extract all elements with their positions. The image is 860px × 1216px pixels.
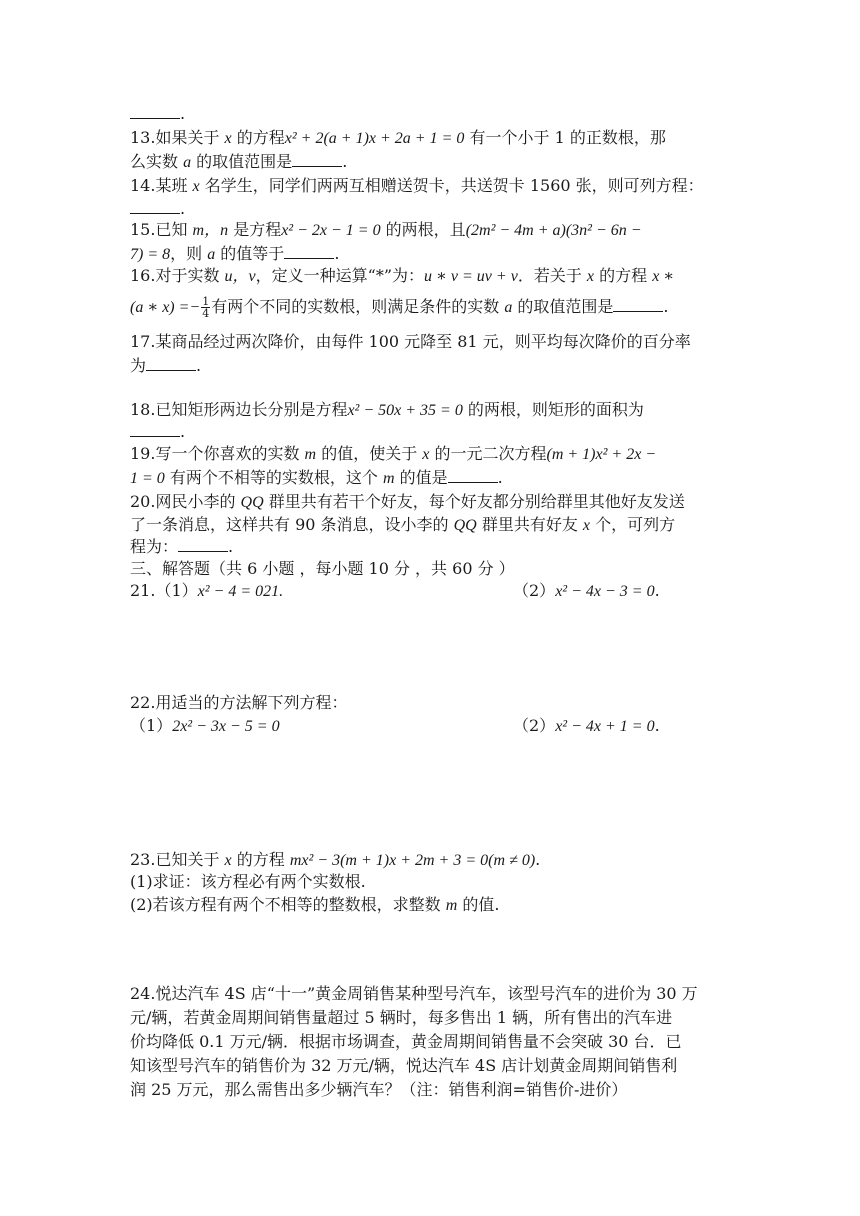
question-20-line-3: 程为： . — [130, 537, 234, 556]
question-18-line-1: 18.已知矩形两边长分别是方程x² − 50x + 35 = 0 的两根，则矩形的面积为 — [130, 400, 644, 419]
question-18-line-2: . — [130, 422, 185, 442]
fraction-one-quarter: $\frac{1}{4}$ — [202, 295, 210, 320]
question-21: 21.（1）x² − 4 = 021. （2）x² − 4x − 3 = 0. — [130, 581, 660, 600]
question-24-line-3: 价均降低 0.1 万元/辆．根据市场调查，黄金周期间销售量不会突破 30 台．已 — [130, 1032, 682, 1051]
question-17-line-2: 为 . — [130, 356, 202, 375]
question-19-line-2: 1 = 0 有两个不相等的实数根，这个 m 的值是 . — [130, 468, 503, 487]
question-24-line-2: 元/辆，若黄金周期间销售量超过 5 辆时，每多售出 1 辆，所有售出的汽车进 — [130, 1008, 673, 1027]
question-23-line-1: 23.已知关于 x 的方程 mx² − 3(m + 1)x + 2m + 3 = 0(m ≠ 0). — [130, 850, 541, 869]
question-16-line-1: 16.对于实数 u，v，定义一种运算“*”为：u ∗ v = uv + v．若关于 x 的方程 x ∗ — [130, 266, 675, 285]
question-13-line-2: 么实数 a 的取值范围是 . — [130, 152, 348, 171]
question-24-line-5: 润 25 万元，那么需售出多少辆汽车？（注：销售利润=销售价-进价） — [130, 1080, 628, 1099]
question-20-line-2: 了一条消息，这样共有 90 条消息，设小李的 QQ 群里共有好友 x 个，可列方 — [130, 515, 676, 534]
section-3-heading: 三、解答题（共 6 小题 ，每小题 10 分 ，共 60 分 ） — [130, 559, 515, 578]
question-17-line-1: 17.某商品经过两次降价，由每件 100 元降至 81 元，则平均每次降价的百分率 — [130, 332, 691, 351]
question-13-line-1: 13.如果关于 x 的方程x² + 2(a + 1)x + 2a + 1 = 0 有一个小于 1 的正数根，那 — [130, 128, 666, 147]
question-22-equations: （1）2x² − 3x − 5 = 0 （2）x² − 4x + 1 = 0. — [130, 716, 660, 735]
question-15-line-1: 15.已知 m，n 是方程x² − 2x − 1 = 0 的两根，且(2m² − 4m + a)(3n² − 6n − — [130, 220, 642, 239]
question-23-part-1: (1)求证：该方程必有两个实数根. — [130, 872, 366, 891]
question-14-line-1: 14.某班 x 名学生，同学们两两互相赠送贺卡，共送贺卡 1560 张，则可列方程： — [130, 176, 704, 195]
question-19-line-1: 19.写一个你喜欢的实数 m 的值，使关于 x 的一元二次方程(m + 1)x² + 2x − — [130, 444, 657, 463]
answer-blank-line: . — [130, 104, 185, 124]
question-14-line-2: . — [130, 199, 185, 219]
question-15-line-2: 7) = 8，则 a 的值等于 . — [130, 244, 340, 263]
question-24-line-1: 24.悦达汽车 4S 店“十一”黄金周销售某种型号汽车，该型号汽车的进价为 30 万 — [130, 984, 698, 1003]
question-24-line-4: 知该型号汽车的销售价为 32 万元/辆，悦达汽车 4S 店计划黄金周期间销售利 — [130, 1056, 678, 1075]
question-16-line-2: (a ∗ x) =− $\frac{1}{4}$ 有两个不同的实数根，则满足条件的实数 a 的取值范围是 . — [130, 295, 669, 320]
question-20-line-1: 20.网民小李的 QQ 群里共有若干个好友，每个好友都分别给群里其他好友发送 — [130, 492, 685, 511]
question-23-part-2: (2)若该方程有两个不相等的整数根，求整数 m 的值. — [130, 895, 500, 914]
question-22-heading: 22.用适当的方法解下列方程： — [130, 693, 348, 712]
